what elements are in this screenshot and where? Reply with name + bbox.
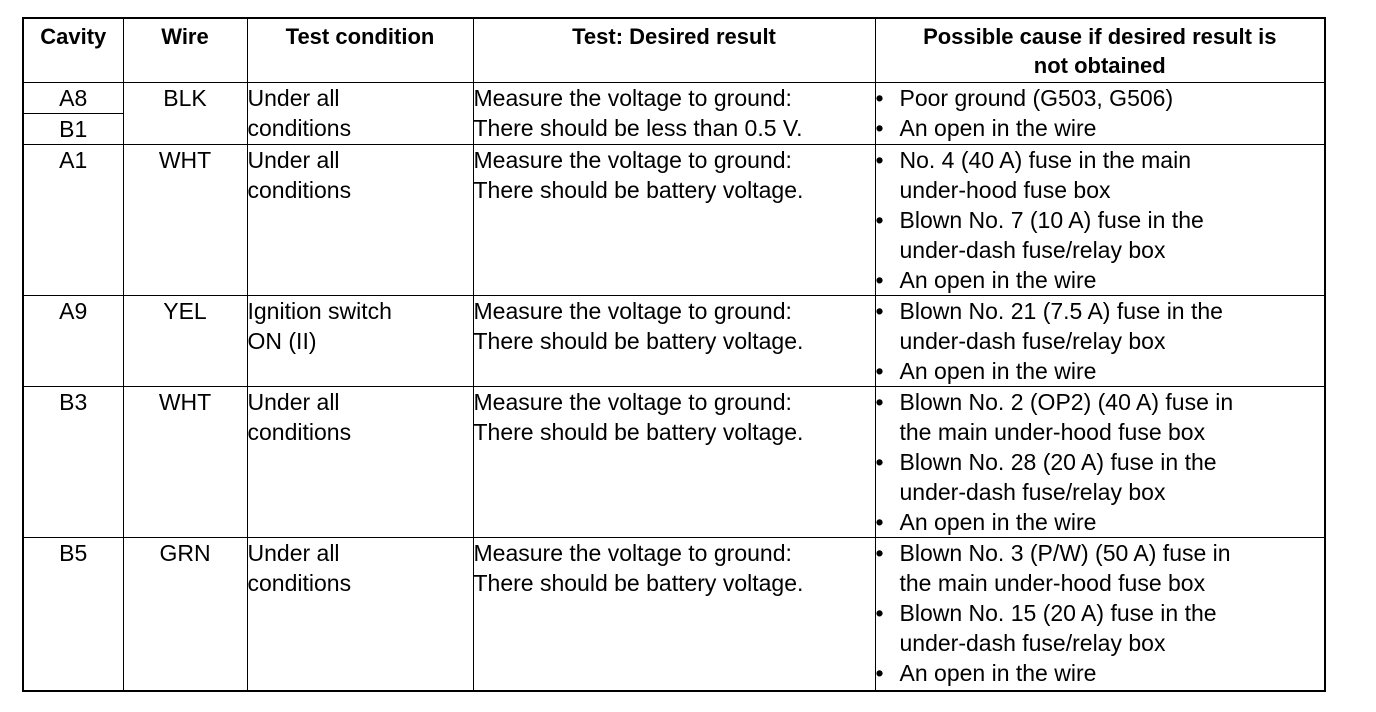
result-line: Measure the voltage to ground:	[473, 147, 792, 173]
bullet-icon: •	[875, 660, 884, 686]
cause-item: • An open in the wire	[875, 267, 1097, 293]
condition-cell	[247, 145, 473, 296]
table-header-row	[23, 18, 1325, 83]
cavity-cell: B5	[23, 538, 123, 691]
cavity-cell: A8	[23, 83, 123, 114]
condition-cell	[247, 387, 473, 538]
cause-continuation: under-dash fuse/relay box	[899, 237, 1166, 263]
result-line: Measure the voltage to ground:	[473, 389, 792, 415]
bullet-icon: •	[875, 85, 884, 111]
header-test-condition: Test condition	[247, 18, 473, 83]
header-possible-cause	[875, 18, 1325, 83]
table-row	[23, 296, 1325, 387]
cavity-cell: A1	[23, 145, 123, 296]
diagnostic-table	[22, 17, 1326, 692]
result-line: Measure the voltage to ground:	[473, 85, 792, 111]
result-cell	[473, 296, 875, 387]
cause-item: • An open in the wire	[875, 660, 1097, 686]
cause-continuation: under-dash fuse/relay box	[899, 328, 1166, 354]
wire-cell: YEL	[123, 296, 247, 387]
cause-item: • Poor ground (G503, G506)	[875, 85, 1174, 111]
table-row	[23, 83, 1325, 114]
result-line: Measure the voltage to ground:	[473, 298, 792, 324]
cause-item: • An open in the wire	[875, 115, 1097, 141]
bullet-icon: •	[875, 298, 884, 324]
header-cavity: Cavity	[23, 18, 123, 83]
condition-line: Ignition switch	[247, 298, 392, 324]
condition-line: conditions	[247, 115, 352, 141]
result-line: Measure the voltage to ground:	[473, 540, 792, 566]
condition-cell	[247, 538, 473, 691]
cause-cell	[875, 387, 1325, 538]
condition-line: Under all	[247, 147, 340, 173]
cause-item: • Blown No. 15 (20 A) fuse in the	[875, 600, 1217, 626]
bullet-icon: •	[875, 540, 884, 566]
header-possible-cause-line-2: not obtained	[1033, 53, 1166, 78]
cause-continuation: the main under-hood fuse box	[899, 419, 1206, 445]
result-line: There should be less than 0.5 V.	[473, 115, 803, 141]
cause-item: • Blown No. 2 (OP2) (40 A) fuse in	[875, 389, 1234, 415]
cause-continuation: under-dash fuse/relay box	[899, 630, 1166, 656]
cause-item: • Blown No. 21 (7.5 A) fuse in the	[875, 298, 1223, 324]
result-line: There should be battery voltage.	[473, 177, 804, 203]
result-cell	[473, 538, 875, 691]
wire-cell: GRN	[123, 538, 247, 691]
cause-item: • Blown No. 3 (P/W) (50 A) fuse in	[875, 540, 1231, 566]
bullet-icon: •	[875, 389, 884, 415]
cause-continuation: the main under-hood fuse box	[899, 570, 1206, 596]
result-line: There should be battery voltage.	[473, 328, 804, 354]
cause-item: • No. 4 (40 A) fuse in the main	[875, 147, 1191, 173]
cavity-cell: A9	[23, 296, 123, 387]
bullet-icon: •	[875, 115, 884, 141]
header-desired-result: Test: Desired result	[473, 18, 875, 83]
cause-item: • An open in the wire	[875, 358, 1097, 384]
condition-cell	[247, 296, 473, 387]
condition-line: ON (II)	[247, 328, 317, 354]
bullet-icon: •	[875, 267, 884, 293]
bullet-icon: •	[875, 509, 884, 535]
wire-cell: BLK	[123, 83, 247, 145]
cause-item: • Blown No. 28 (20 A) fuse in the	[875, 449, 1217, 475]
bullet-icon: •	[875, 600, 884, 626]
result-cell	[473, 83, 875, 145]
result-line: There should be battery voltage.	[473, 419, 804, 445]
cause-cell	[875, 145, 1325, 296]
cause-cell	[875, 83, 1325, 145]
condition-line: conditions	[247, 570, 352, 596]
condition-line: Under all	[247, 540, 340, 566]
bullet-icon: •	[875, 358, 884, 384]
table-row	[23, 538, 1325, 691]
condition-line: Under all	[247, 389, 340, 415]
bullet-icon: •	[875, 147, 884, 173]
cause-item: • An open in the wire	[875, 509, 1097, 535]
cause-cell	[875, 538, 1325, 691]
table-row	[23, 387, 1325, 538]
condition-line: conditions	[247, 419, 352, 445]
cause-continuation: under-dash fuse/relay box	[899, 479, 1166, 505]
condition-line: conditions	[247, 177, 352, 203]
wire-cell: WHT	[123, 387, 247, 538]
result-cell	[473, 387, 875, 538]
condition-line: Under all	[247, 85, 340, 111]
result-line: There should be battery voltage.	[473, 570, 804, 596]
cavity-cell: B1	[23, 114, 123, 145]
header-wire: Wire	[123, 18, 247, 83]
header-possible-cause-line-1: Possible cause if desired result is	[923, 24, 1277, 49]
cavity-cell: B3	[23, 387, 123, 538]
condition-cell	[247, 83, 473, 145]
cause-item: • Blown No. 7 (10 A) fuse in the	[875, 207, 1204, 233]
bullet-icon: •	[875, 207, 884, 233]
result-cell	[473, 145, 875, 296]
table-row	[23, 145, 1325, 296]
cause-cell	[875, 296, 1325, 387]
wire-cell: WHT	[123, 145, 247, 296]
cause-continuation: under-hood fuse box	[899, 177, 1111, 203]
bullet-icon: •	[875, 449, 884, 475]
